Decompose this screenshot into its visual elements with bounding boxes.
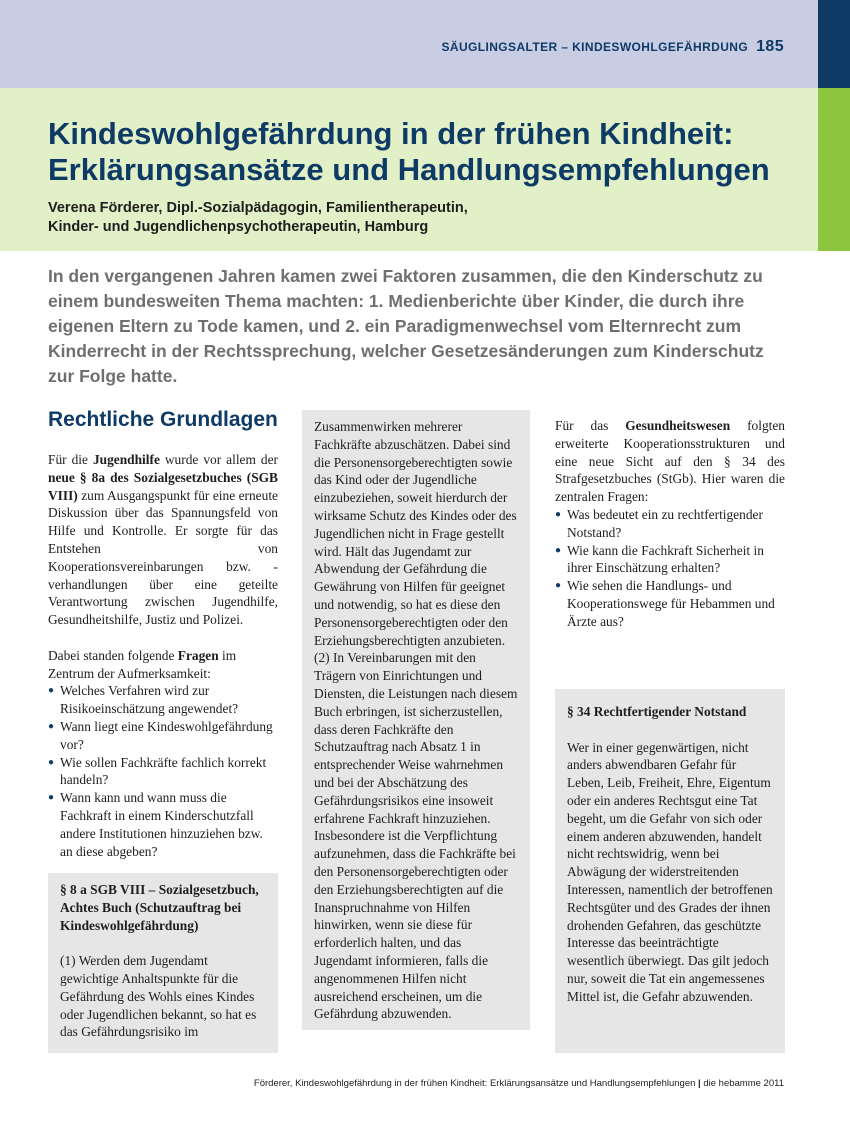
list-item: ● Wann kann und wann muss die Fachkraft in einem Kinderschutzfall andere Institutionen hinzuziehen bzw. an diese abgeben? — [48, 789, 278, 860]
title-line-1: Kindeswohlgefährdung in der frühen Kindheit: — [48, 116, 734, 151]
list-item: ● Wann liegt eine Kindeswohlgefährdung vor? — [48, 718, 278, 754]
lead-paragraph: In den vergangenen Jahren kamen zwei Faktoren zusammen, die den Kinderschutz zu einem bundesweiten Thema machten: 1. Medienberichte über Kinder, die durch ihre eigenen Eltern zu Tode kamen, und 2. ein Paradigmenwechsel vom Elternrecht zum Kinderrecht in der Rechtssprechung, welcher Gesetzesänderungen zum Kinderschutz zur Folge hatte. — [48, 266, 764, 386]
stgb-info-box — [555, 689, 785, 1053]
question-list — [555, 506, 785, 631]
footer-citation: Förderer, Kindeswohlgefährdung in der frühen Kindheit: Erklärungsansätze und Handlungsempfehlungen — [253, 1078, 696, 1089]
sgb-info-box — [48, 873, 278, 1053]
question-list — [48, 682, 278, 860]
header-color-tab — [818, 0, 850, 88]
author-info — [48, 199, 788, 237]
author-line-1: Verena Förderer, Dipl.-Sozialpädagogin, Familientherapeutin, — [48, 200, 468, 216]
footer-separator: | — [698, 1078, 701, 1089]
stgb-box-text: Wer in einer gegenwärtigen, nicht anders abwendbaren Gefahr für Leben, Leib, Freiheit, Ehre, Eigentum oder ein anderes Rechtsgut eine Tat begeht, um die Gefahr von sich oder einem anderen abzuwenden, handelt nicht rechtswidrig, wenn bei Abwägung der widerstreitenden Interessen, namentlich der betroffenen Rechtsgüter und des Grades der ihnen drohenden Gefahren, das geschützte Interesse das beeinträchtigte wesentlich überwiegt. Das gilt jedoch nur, soweit die Tat ein angemessenes Mittel ist, die Gefahr abzuwenden. — [567, 739, 773, 1004]
title-line-2: Erklärungsansätze und Handlungsempfehlungen — [48, 152, 770, 187]
column-3 — [555, 417, 785, 631]
list-item: ● Wie sehen die Handlungs- und Kooperationswege für Hebammen und Ärzte aus? — [555, 577, 785, 630]
stgb-box-title: § 34 Rechtfertigender Notstand — [567, 704, 747, 719]
list-item: ● Wie sollen Fachkräfte fachlich korrekt handeln? — [48, 754, 278, 790]
sgb-paragraph-2: (2) In Vereinbarungen mit den Trägern von Einrichtungen und Diensten, die Leistungen nach diesem Buch erbringen, ist sicherzustellen, dass deren Fachkräfte den Schutzauftrag nach Absatz 1 in entsprechender Weise wahrnehmen und bei der Abschätzung des Gefährdungsrisikos eine insoweit erfahrene Fachkraft hinzuziehen. Insbesondere ist die Verpflichtung aufzunehmen, dass die Fachkräfte bei den Personensorgeberechtigten oder den Erziehungsberechtigten auf die Inanspruchnahme von Hilfen hinwirken, wenn sie diese für erforderlich halten, und das Jugendamt informieren, falls die angenommenen Hilfen nicht ausreichend erscheinen, um die Gefährdung abzuwenden. — [314, 650, 518, 1022]
paragraph-fragen: Dabei standen folgende Fragen im Zentrum der Aufmerksamkeit: — [48, 647, 237, 681]
section-heading: Rechtliche Grundlagen — [48, 408, 278, 431]
author-line-2: Kinder- und Jugendlichenpsychotherapeutin, Hamburg — [48, 219, 429, 235]
running-head — [442, 38, 785, 56]
paragraph-gesundheitswesen: Für das Gesundheitswesen folgten erweiterte Kooperationsstrukturen und eine neue Sicht auf den § 34 des Strafgesetzbuches (StGb). Hier waren die zentralen Fragen: — [555, 418, 785, 505]
list-item: ● Welches Verfahren wird zur Risikoeinschätzung angewendet? — [48, 682, 278, 718]
page-footer — [254, 1078, 784, 1089]
sgb-continuation-box — [302, 410, 530, 1030]
page-number: 185 — [756, 38, 784, 55]
list-item: ● Wie kann die Fachkraft Sicherheit in ihrer Einschätzung erhalten? — [555, 542, 785, 578]
list-item: ● Was bedeutet ein zu rechtfertigender Notstand? — [555, 506, 785, 542]
running-head-text: SÄUGLINGSALTER – KINDESWOHLGEFÄHRDUNG — [441, 40, 749, 54]
sgb-box-text: (1) Werden dem Jugendamt gewichtige Anhaltspunkte für die Gefährdung des Wohls eines Kindes oder Jugendlichen bekannt, so hat es das Gefährdungsrisiko im — [60, 953, 257, 1040]
article-title — [48, 116, 808, 188]
sgb-box-title: § 8 a SGB VIII – Sozialgesetzbuch, Achtes Buch (Schutzauftrag bei Kindeswohlgefährdung) — [60, 882, 259, 933]
title-color-tab — [818, 88, 850, 251]
footer-journal: die hebamme 2011 — [703, 1078, 784, 1089]
column-1 — [48, 407, 278, 860]
paragraph-jugendhilfe: Für die Jugendhilfe wurde vor allem der neue § 8a des Sozialgesetzbuches (SGB VIII) zum Ausgangspunkt für eine erneute Diskussion über das Spannungsfeld von Hilfe und Kontrolle. Er sorgte für das Entstehen von Kooperationsvereinbarungen bzw. -verhandlungen über eine geteilte Verantwortung zwischen Jugendhilfe, Gesundheitshilfe, Justiz und Polizei. — [48, 452, 279, 628]
sgb-paragraph-1: Zusammenwirken mehrerer Fachkräfte abzuschätzen. Dabei sind die Personensorgeberechtigten sowie das Kind oder der Jugendliche einzubeziehen, soweit hierdurch der wirksame Schutz des Kindes oder des Jugendlichen nicht in Frage gestellt wird. Hält das Jugendamt zur Abwendung der Gefährdung die Gewährung von Hilfen für geeignet und notwendig, so hat es diese den Personensorgeberechtigten oder den Erziehungsberechtigten anzubieten. — [314, 419, 517, 648]
